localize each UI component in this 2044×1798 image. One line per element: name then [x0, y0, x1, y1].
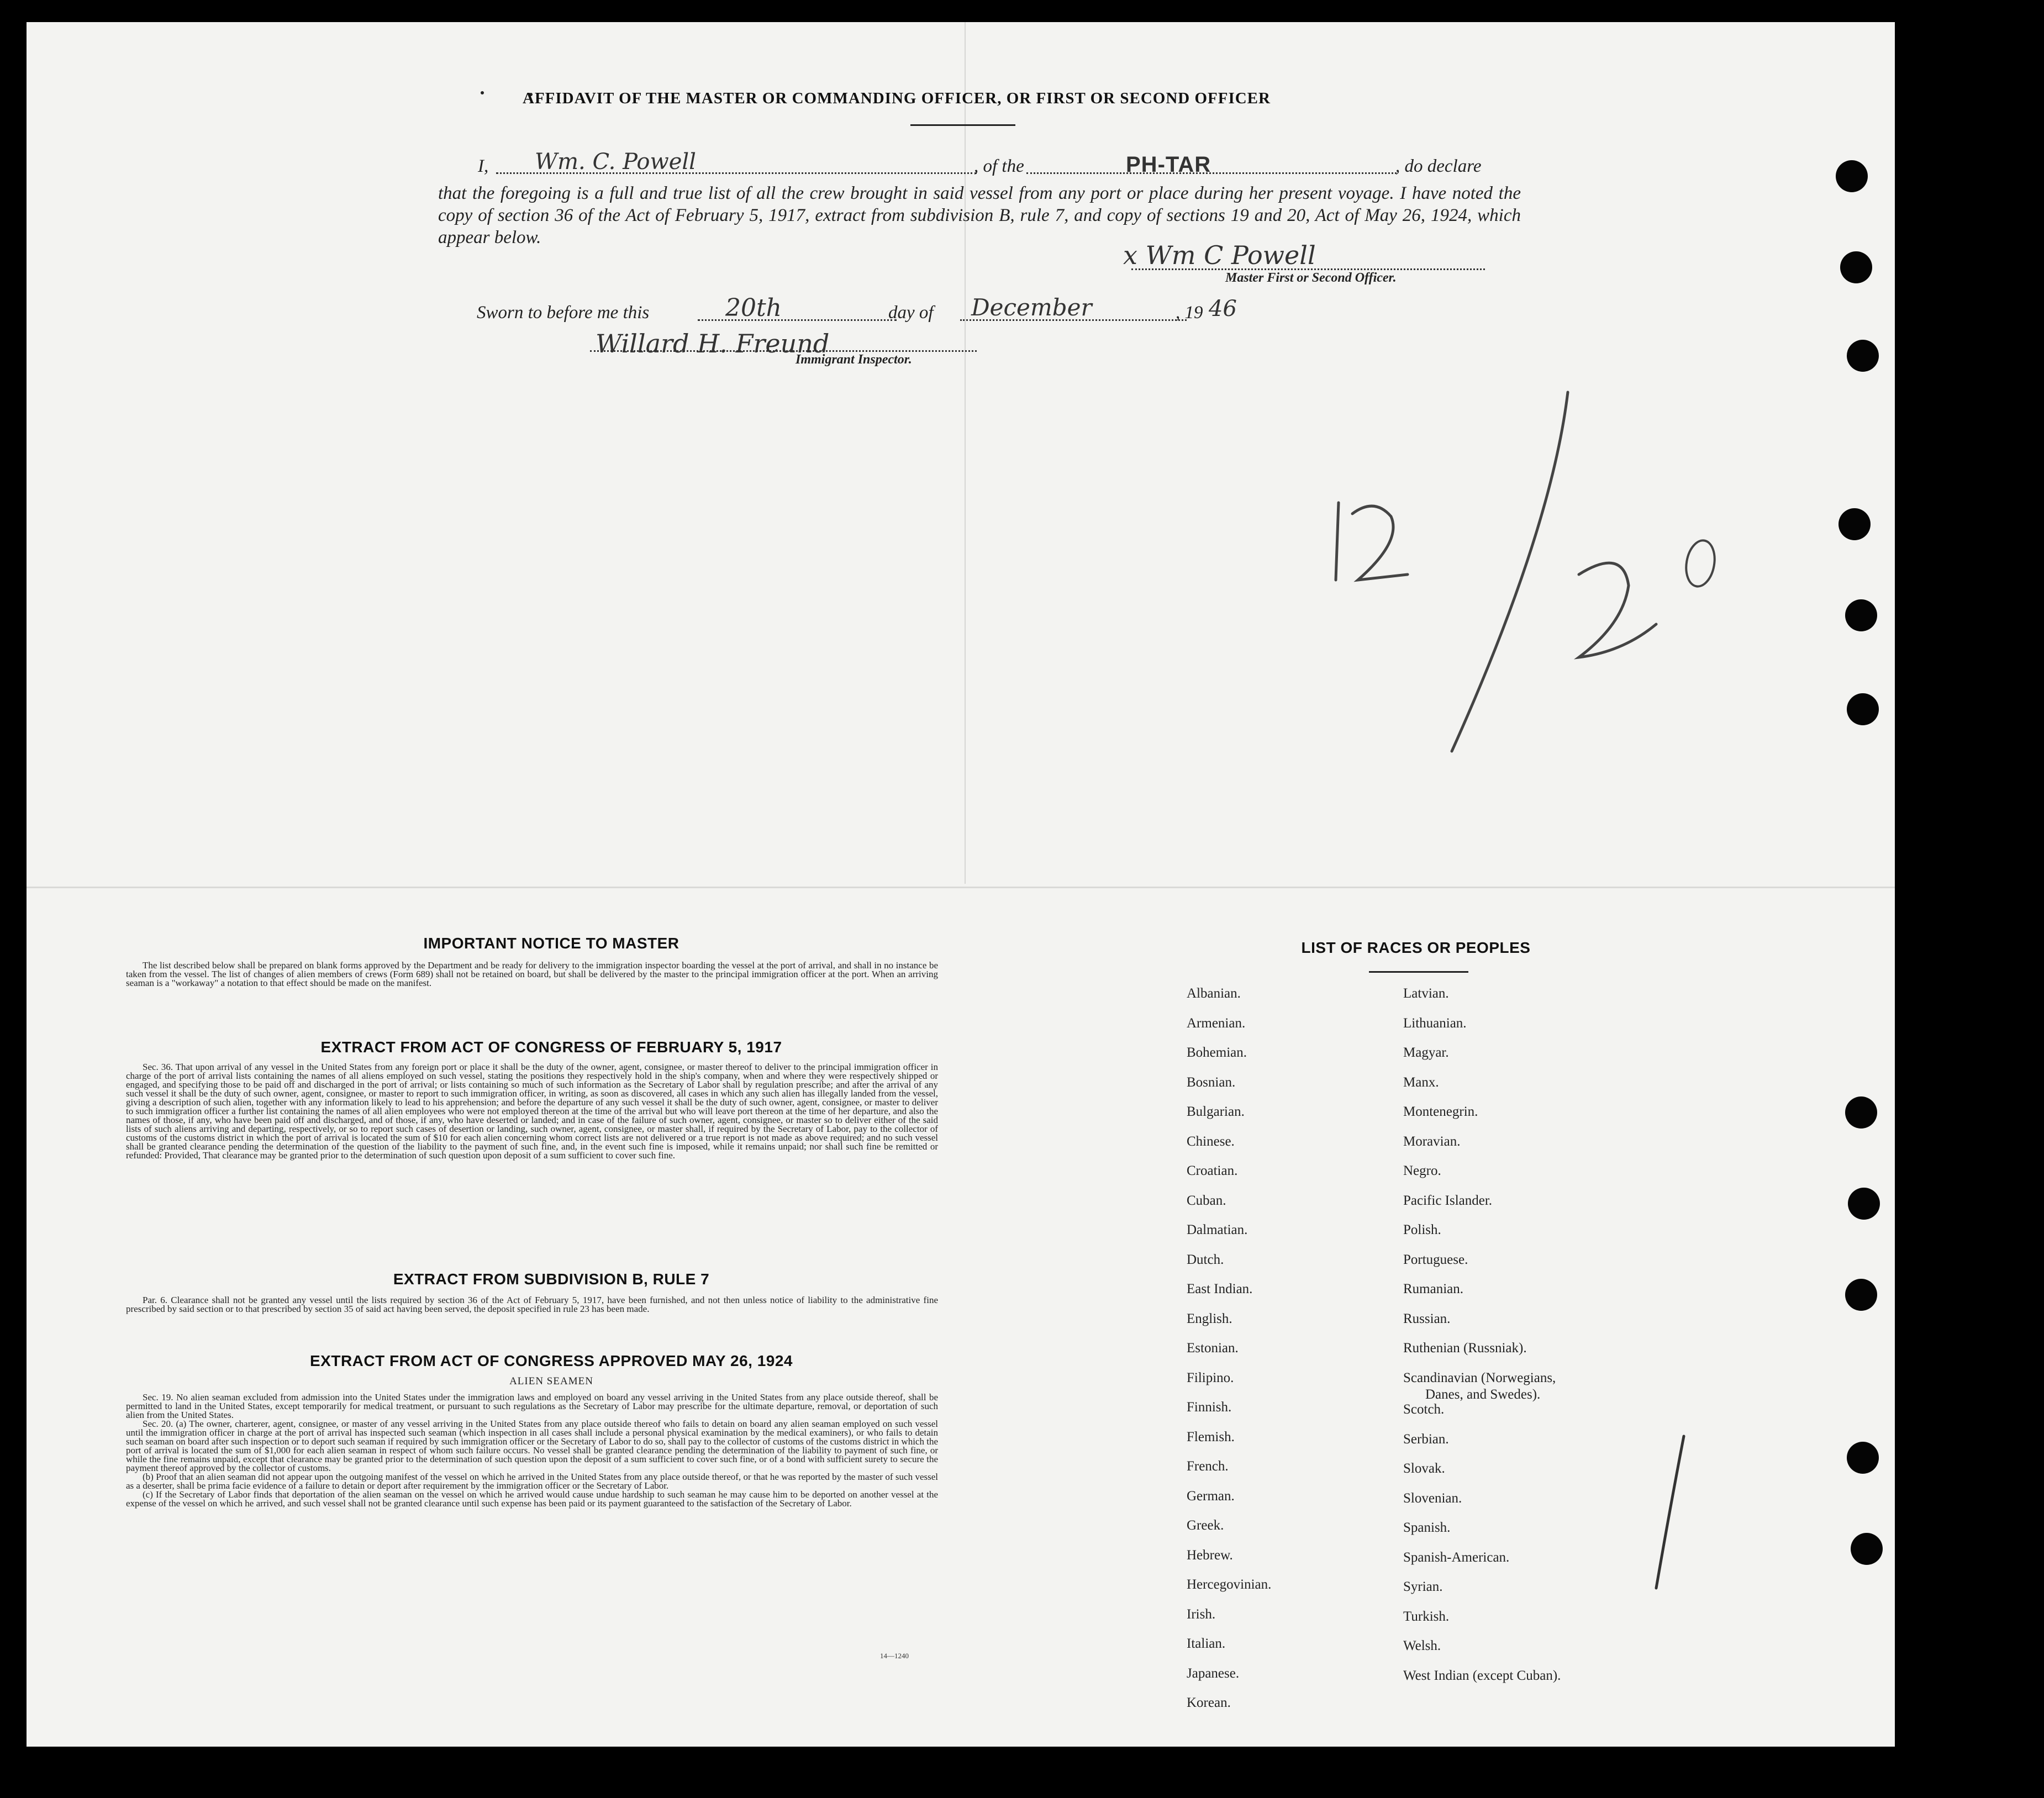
race-item: Irish.: [1187, 1607, 1216, 1622]
punch-hole: [1847, 340, 1879, 372]
extract-1917-title: EXTRACT FROM ACT OF CONGRESS OF FEBRUARY 5, 1917: [320, 1038, 782, 1056]
inspector-signature-handwritten: Willard H. Freund: [596, 329, 830, 358]
fold-line-vertical: [965, 22, 966, 884]
punch-hole: [1848, 1188, 1880, 1220]
race-item: Portuguese.: [1403, 1252, 1468, 1267]
race-item: Korean.: [1187, 1695, 1231, 1710]
race-item: Polish.: [1403, 1222, 1441, 1237]
race-item: Bosnian.: [1187, 1075, 1236, 1090]
par-6-paragraph: Par. 6. Clearance shall not be granted any vessel until the lists required by section 36 of the Act of February 5, 1917, have been furnished, and not then unless notice of liability to the administrative fine prescribed by said section or to that prescribed by section 35 of said act having been served, the deposit specified in rule 23 has been made.: [126, 1295, 938, 1314]
punch-hole: [1845, 1279, 1877, 1311]
race-item: Scandinavian (Norwegians,: [1403, 1370, 1556, 1385]
race-item: Spanish.: [1403, 1520, 1451, 1535]
punch-hole: [1847, 693, 1879, 725]
punch-hole: [1838, 508, 1871, 540]
race-item: Turkish.: [1403, 1609, 1450, 1624]
race-item: Cuban.: [1187, 1193, 1226, 1208]
race-item: Montenegrin.: [1403, 1104, 1478, 1119]
race-item: Croatian.: [1187, 1163, 1238, 1178]
race-item: Danes, and Swedes).: [1425, 1387, 1541, 1402]
sec-20c-paragraph: (c) If the Secretary of Labor finds that deportation of the alien seaman on the vessel on which he arrived would cause undue hardship to such seaman he may cause him to be deported on another vessel at the expense of the vessel on which he arrived, and such vessel shall not be granted clearance until such expense has been paid or its payment guaranteed to the satisfaction of the Secretary of Labor.: [126, 1489, 938, 1509]
race-item: Ruthenian (Russniak).: [1403, 1341, 1527, 1356]
vessel-name-stamp: PH-TAR: [1126, 152, 1211, 177]
race-item: Serbian.: [1403, 1432, 1449, 1447]
race-item: Bohemian.: [1187, 1045, 1247, 1060]
race-item: Magyar.: [1403, 1045, 1449, 1060]
races-title: LIST OF RACES OR PEOPLES: [1301, 939, 1531, 956]
day-of-label: day of: [888, 303, 934, 323]
form-number: 14—1240: [880, 1652, 909, 1660]
title-rule: [910, 124, 1015, 126]
handwritten-tally-mark: [1648, 1431, 1692, 1596]
race-item: Hercegovinian.: [1187, 1577, 1272, 1592]
race-item: Dalmatian.: [1187, 1222, 1248, 1237]
fold-line-horizontal: [27, 887, 1895, 888]
punch-hole: [1847, 1442, 1879, 1474]
extract-1917-text: [126, 1063, 938, 1160]
race-item: East Indian.: [1187, 1282, 1253, 1296]
race-item: English.: [1187, 1311, 1232, 1326]
races-title-rule: [1369, 971, 1468, 973]
month-handwritten: December: [971, 294, 1092, 321]
race-item: Japanese.: [1187, 1666, 1240, 1681]
race-item: Welsh.: [1403, 1638, 1441, 1653]
race-item: Scotch.: [1403, 1402, 1445, 1417]
race-item: Syrian.: [1403, 1579, 1443, 1594]
punch-hole: [1840, 251, 1872, 283]
race-item: West Indian (except Cuban).: [1403, 1668, 1561, 1683]
race-item: Filipino.: [1187, 1370, 1234, 1385]
extract-1924-title: EXTRACT FROM ACT OF CONGRESS APPROVED MAY 26, 1924: [310, 1352, 793, 1369]
race-item: Moravian.: [1403, 1134, 1461, 1149]
race-item: Armenian.: [1187, 1016, 1246, 1031]
race-item: Slovak.: [1403, 1461, 1445, 1476]
of-the-label: , of the: [974, 156, 1024, 176]
year-prefix: , 19: [1176, 303, 1203, 323]
inspector-line: [590, 350, 977, 352]
do-declare-label: , do declare: [1395, 156, 1482, 176]
punch-hole: [1845, 1096, 1877, 1129]
punch-hole: [1851, 1533, 1883, 1565]
race-item: Bulgarian.: [1187, 1104, 1245, 1119]
year-handwritten: 46: [1209, 296, 1237, 321]
extract-1924-text: [126, 1393, 938, 1508]
race-item: Russian.: [1403, 1311, 1451, 1326]
race-item: Estonian.: [1187, 1341, 1239, 1356]
race-item: Dutch.: [1187, 1252, 1224, 1267]
signature-line: [1131, 268, 1485, 270]
punch-hole: [1836, 160, 1868, 192]
affidavit-title: AFFIDAVIT OF THE MASTER OR COMMANDING OFFICER, OR FIRST OR SECOND OFFICER: [523, 89, 1271, 107]
race-item: Negro.: [1403, 1163, 1441, 1178]
race-item: Lithuanian.: [1403, 1016, 1467, 1031]
punch-hole: [1845, 599, 1877, 631]
sec-36-paragraph: Sec. 36. That upon arrival of any vessel in the United States from any foreign port or place it shall be the duty of the owner, agent, consignee, or master thereof to deliver to the principal immigration officer in charge of the port of arrival lists containing the names of all aliens employed on such vessel, stating the positions they respectively hold in the ship's company, when and where they were respectively shipped or engaged, and specifying those to be paid off and discharged in the port of arrival; or lists containing so much of such information as the Secretary of Labor shall by regulation prescribe; and after the arrival of any such vessel it shall be the duty of such owner, agent, consignee, or master to report to such immigration officer, in writing, as soon as discovered, all cases in which any such alien has illegally landed from the vessel, giving a description of such alien, together with any information likely to lead to his apprehension; and before the departure of any such vessel it shall be the duty of such owner, agent, consignee, or master to deliver to such immigration officer a further list containing the names of all alien employees who were not employed thereon at the time of the arrival but who will leave port thereon at the time of her departure, and also the names of those, if any, who have been paid off and discharged, and of those, if any, who have deserted or landed; and in case of the failure of such owner, agent, consignee, or master so to deliver either of the said lists of such aliens arriving and departing, respectively, or so to report such cases of desertion or landing, such owner, agent, consignee, or master shall, if required by the Secretary of Labor, pay to the collector of customs of the customs district in which the port of arrival is located the sum of $10 for each alien concerning whom correct lists are not delivered or a true report is not made as above required; and no such vessel shall be granted clearance pending the determination of the question of the liability to the payment of such fine, and, in the event such fine is imposed, while it remains unpaid; nor shall such fine be remitted or refunded: Provided, That clearance may be granted prior to the determination of such question upon deposit of a sum sufficient to cover such fine.: [126, 1062, 938, 1161]
sec-20b-paragraph: (b) Proof that an alien seaman did not appear upon the outgoing manifest of the vessel on which he arrived in the United States from any place outside thereof, or that he was reported by the master of such vessel as a deserter, shall be prima facie evidence of a failure to detain or deport after requirement by the immigration officer or the Secretary of Labor.: [126, 1472, 938, 1491]
notice-title: IMPORTANT NOTICE TO MASTER: [423, 935, 679, 952]
race-item: Slovenian.: [1403, 1491, 1462, 1506]
race-item: Manx.: [1403, 1075, 1439, 1090]
race-item: Greek.: [1187, 1518, 1224, 1533]
race-item: French.: [1187, 1459, 1229, 1474]
notice-paragraph: The list described below shall be prepared on blank forms approved by the Department and be ready for delivery to the immigration inspector boarding the vessel at the port of arrival, and shall in no instance be taken from the vessel. The list of changes of alien members of crews (Form 689) shall not be retained on board, but shall be delivered by the master to the principal immigration officer at the port. When an arriving seaman is a "workaway" a notation to that effect should be made on the manifest.: [126, 960, 938, 988]
inspector-caption: Immigrant Inspector.: [796, 352, 912, 367]
sworn-label: Sworn to before me this: [477, 303, 650, 323]
race-item: Flemish.: [1187, 1430, 1235, 1444]
sec-19-paragraph: Sec. 19. No alien seaman excluded from admission into the United States under the immigration laws and employed on board any vessel arriving in the United States from any place outside thereof, shall be permitted to land in the United States, except temporarily for medical treatment, or pursuant to such regulations as the Secretary of Labor may prescribe for the ultimate departure, removal, or deportation of such alien from the United States.: [126, 1392, 938, 1420]
race-item: Finnish.: [1187, 1400, 1232, 1415]
race-item: Hebrew.: [1187, 1548, 1233, 1563]
vessel-line: [1026, 172, 1397, 174]
signature-caption: Master First or Second Officer.: [1225, 271, 1397, 285]
alien-seamen-subtitle: ALIEN SEAMEN: [509, 1375, 593, 1387]
sec-20a-paragraph: Sec. 20. (a) The owner, charterer, agent, consignee, or master of any vessel arriving in the United States from any place outside thereof who fails to detain on board any alien seaman employed on such vessel until the immigration officer in charge at the port of arrival has inspected such seaman (which inspection in all cases shall include a personal physical examination by the medical examiners), or who fails to detain such seaman on board after such inspection or to deport such seaman if required by such immigration officer or the Secretary of Labor to do so, shall pay to the collector of customs of the customs district in which the port of arrival is located the sum of $1,000 for each alien seaman in respect of whom such failure occurs. No vessel shall be granted clearance pending the determination of the liability to payment of such fine, or while the fine remains unpaid, except that clearance may be granted prior to the determination of such question upon the deposit of a sum sufficient to cover such fine, or of a bond with sufficient surety to secure the payment thereof approved by the collector of customs.: [126, 1419, 938, 1473]
race-item: Pacific Islander.: [1403, 1193, 1493, 1208]
race-item: Rumanian.: [1403, 1282, 1464, 1296]
i-label: I,: [478, 156, 489, 176]
document-page: [27, 22, 1895, 1747]
race-item: Chinese.: [1187, 1134, 1235, 1149]
race-item: German.: [1187, 1489, 1235, 1504]
race-item: Albanian.: [1187, 986, 1241, 1001]
master-signature-handwritten: x Wm C Powell: [1123, 240, 1316, 270]
handwritten-date-12-20: [1314, 365, 1767, 773]
subdivision-b-text: [126, 1296, 938, 1314]
notice-text: [126, 961, 938, 988]
declaration-text: that the foregoing is a full and true list of all the crew brought in said vessel from any port or place during her present voyage. I have noted the copy of section 36 of the Act of February 5, 1917, extract from subdivision B, rule 7, and copy of sections 19 and 20, Act of May 26, 1924, which appear below.: [438, 183, 1521, 247]
subdivision-b-title: EXTRACT FROM SUBDIVISION B, RULE 7: [393, 1270, 710, 1288]
master-name-handwritten: Wm. C. Powell: [535, 149, 696, 175]
race-item: Spanish-American.: [1403, 1550, 1510, 1565]
race-item: Latvian.: [1403, 986, 1449, 1001]
day-handwritten: 20th: [725, 294, 782, 322]
race-item: Italian.: [1187, 1636, 1226, 1651]
